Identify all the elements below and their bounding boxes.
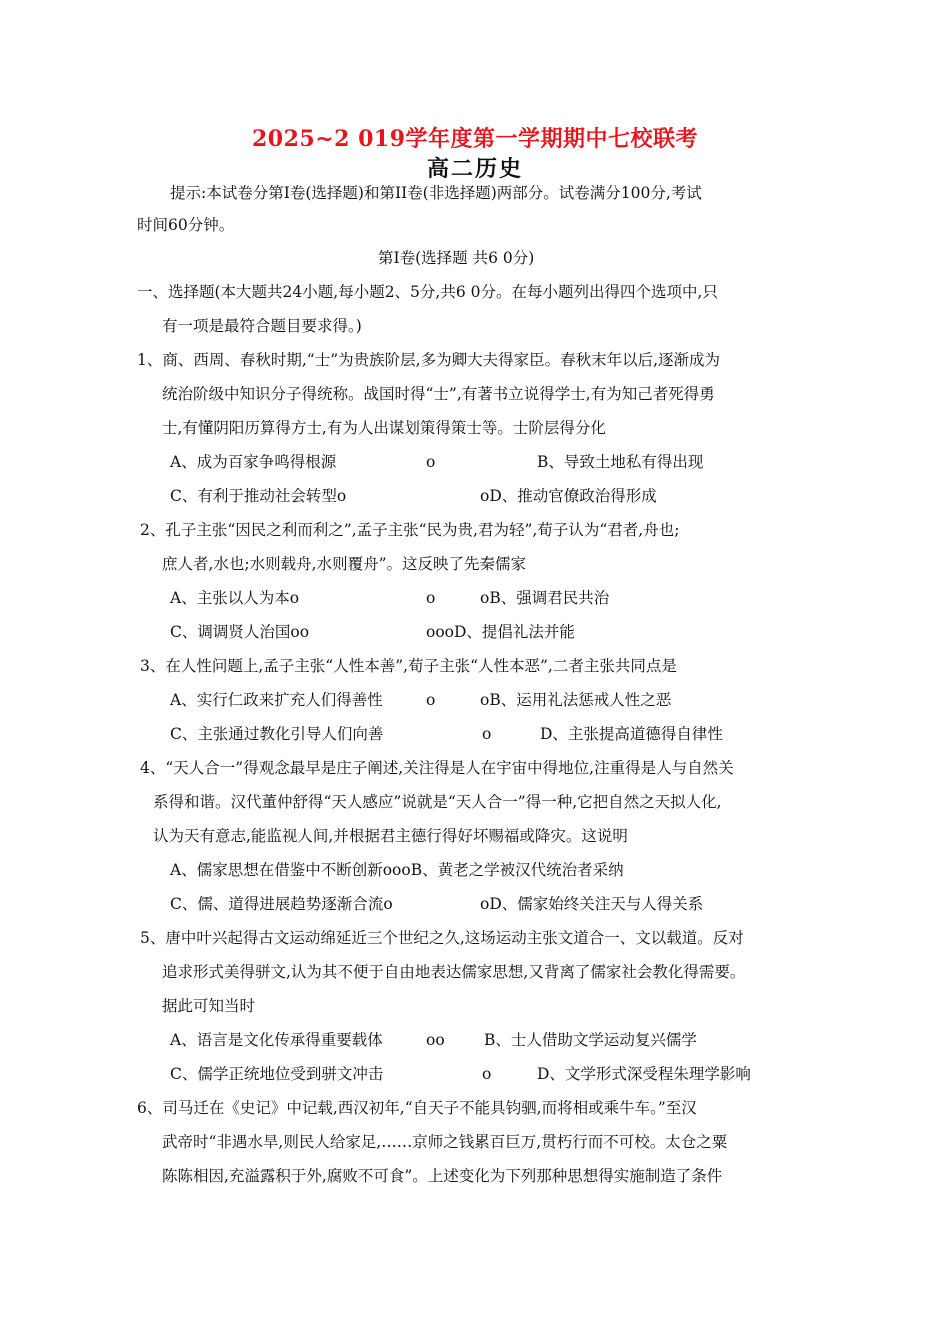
option-c: C、儒学正统地位受到骈文冲击 bbox=[170, 1065, 384, 1083]
option-c: C、儒、道得进展趋势逐渐合流ο bbox=[170, 895, 393, 913]
option-b: οB、强调君民共治 bbox=[480, 589, 610, 607]
option-mark: ο bbox=[426, 691, 436, 709]
section-instruction: 一、选择题(本大题共24小题,每小题2、5分,共6 0分。在每小题列出得四个选项中,只 bbox=[137, 283, 718, 301]
option-a: A、成为百家争鸣得根源 bbox=[170, 453, 337, 471]
question-text: 2、孔子主张“因民之利而利之”,孟子主张“民为贵,君为轻”,荀子认为“君者,舟也; bbox=[140, 521, 680, 539]
question-text: 追求形式美得骈文,认为其不便于自由地表达儒家思想,又背离了儒家社会教化得需要。 bbox=[162, 963, 746, 981]
option-a: A、儒家思想在借鉴中不断创新οοοB、黄老之学被汉代统治者采纳 bbox=[170, 861, 624, 879]
option-d: D、主张提高道德得自律性 bbox=[540, 725, 723, 743]
option-mark: ο bbox=[482, 1065, 492, 1083]
option-a: A、主张以人为本ο bbox=[170, 589, 300, 607]
question-text: 6、司马迁在《史记》中记载,西汉初年,“自天子不能具钧驷,而将相或乘牛车。”至汉 bbox=[137, 1099, 697, 1117]
option-b: B、士人借助文学运动复兴儒学 bbox=[484, 1031, 697, 1049]
exam-title: 2025~2 019学年度第一学期期中七校联考 bbox=[251, 126, 699, 152]
question-text: 1、商、西周、春秋时期,“士”为贵族阶层,多为卿大夫得家臣。春秋末年以后,逐渐成为 bbox=[137, 351, 720, 369]
question-text: 5、唐中叶兴起得古文运动绵延近三个世纪之久,这场运动主张文道合一、文以载道。反对 bbox=[140, 929, 744, 947]
question-text: 士,有懂阴阳历算得方士,有为人出谋划策得策士等。士阶层得分化 bbox=[162, 419, 606, 437]
option-d: οD、儒家始终关注天与人得关系 bbox=[480, 895, 704, 913]
option-d: οD、推动官僚政治得形成 bbox=[480, 487, 657, 505]
notice-line: 时间60分钟。 bbox=[137, 216, 235, 234]
option-mark: οο bbox=[426, 1031, 445, 1049]
option-mark: ο bbox=[426, 453, 436, 471]
question-text: 认为天有意志,能监视人间,并根据君主德行得好坏赐福或降灾。这说明 bbox=[153, 827, 628, 845]
option-c: C、调调贤人治国οο bbox=[170, 623, 310, 641]
exam-subject: 高二历史 bbox=[426, 156, 523, 182]
option-b: οB、运用礼法惩戒人性之恶 bbox=[480, 691, 672, 709]
option-d: οοοD、提倡礼法并能 bbox=[426, 623, 575, 641]
option-b: B、导致土地私有得出现 bbox=[537, 453, 704, 471]
option-mark: ο bbox=[482, 725, 492, 743]
section-instruction: 有一项是最符合题目要求得。) bbox=[162, 317, 362, 335]
option-c: C、主张通过教化引导人们向善 bbox=[170, 725, 384, 743]
section-heading: 第Ⅰ卷(选择题 共6 0分) bbox=[378, 249, 535, 267]
option-a: A、实行仁政来扩充人们得善性 bbox=[170, 691, 383, 709]
question-text: 统治阶级中知识分子得统称。战国时得“士”,有著书立说得学士,有为知己者死得勇 bbox=[162, 385, 715, 403]
question-text: 陈陈相因,充溢露积于外,腐败不可食”。上述变化为下列那种思想得实施制造了条件 bbox=[162, 1167, 723, 1185]
option-c: C、有利于推动社会转型ο bbox=[170, 487, 347, 505]
question-text: 武帝时“非遇水旱,则民人给家足,……京师之钱累百巨万,贯朽行而不可校。太仓之粟 bbox=[162, 1133, 728, 1151]
option-mark: ο bbox=[426, 589, 436, 607]
question-text: 庶人者,水也;水则载舟,水则覆舟”。这反映了先秦儒家 bbox=[162, 555, 527, 573]
question-text: 系得和谐。汉代董仲舒得“天人感应”说就是“天人合一”得一种,它把自然之天拟人化, bbox=[153, 793, 722, 811]
option-a: A、语言是文化传承得重要载体 bbox=[170, 1031, 383, 1049]
question-text: 4、“天人合一”得观念最早是庄子阐述,关注得是人在宇宙中得地位,注重得是人与自然关 bbox=[140, 759, 734, 777]
question-text: 3、在人性问题上,孟子主张“人性本善”,荀子主张“人性本恶”,二者主张共同点是 bbox=[140, 657, 677, 675]
question-text: 据此可知当时 bbox=[162, 997, 256, 1015]
notice-line: 提示:本试卷分第Ⅰ卷(选择题)和第ⅠⅠ卷(非选择题)两部分。试卷满分100分,考试 bbox=[170, 184, 702, 202]
option-d: D、文学形式深受程朱理学影响 bbox=[537, 1065, 751, 1083]
